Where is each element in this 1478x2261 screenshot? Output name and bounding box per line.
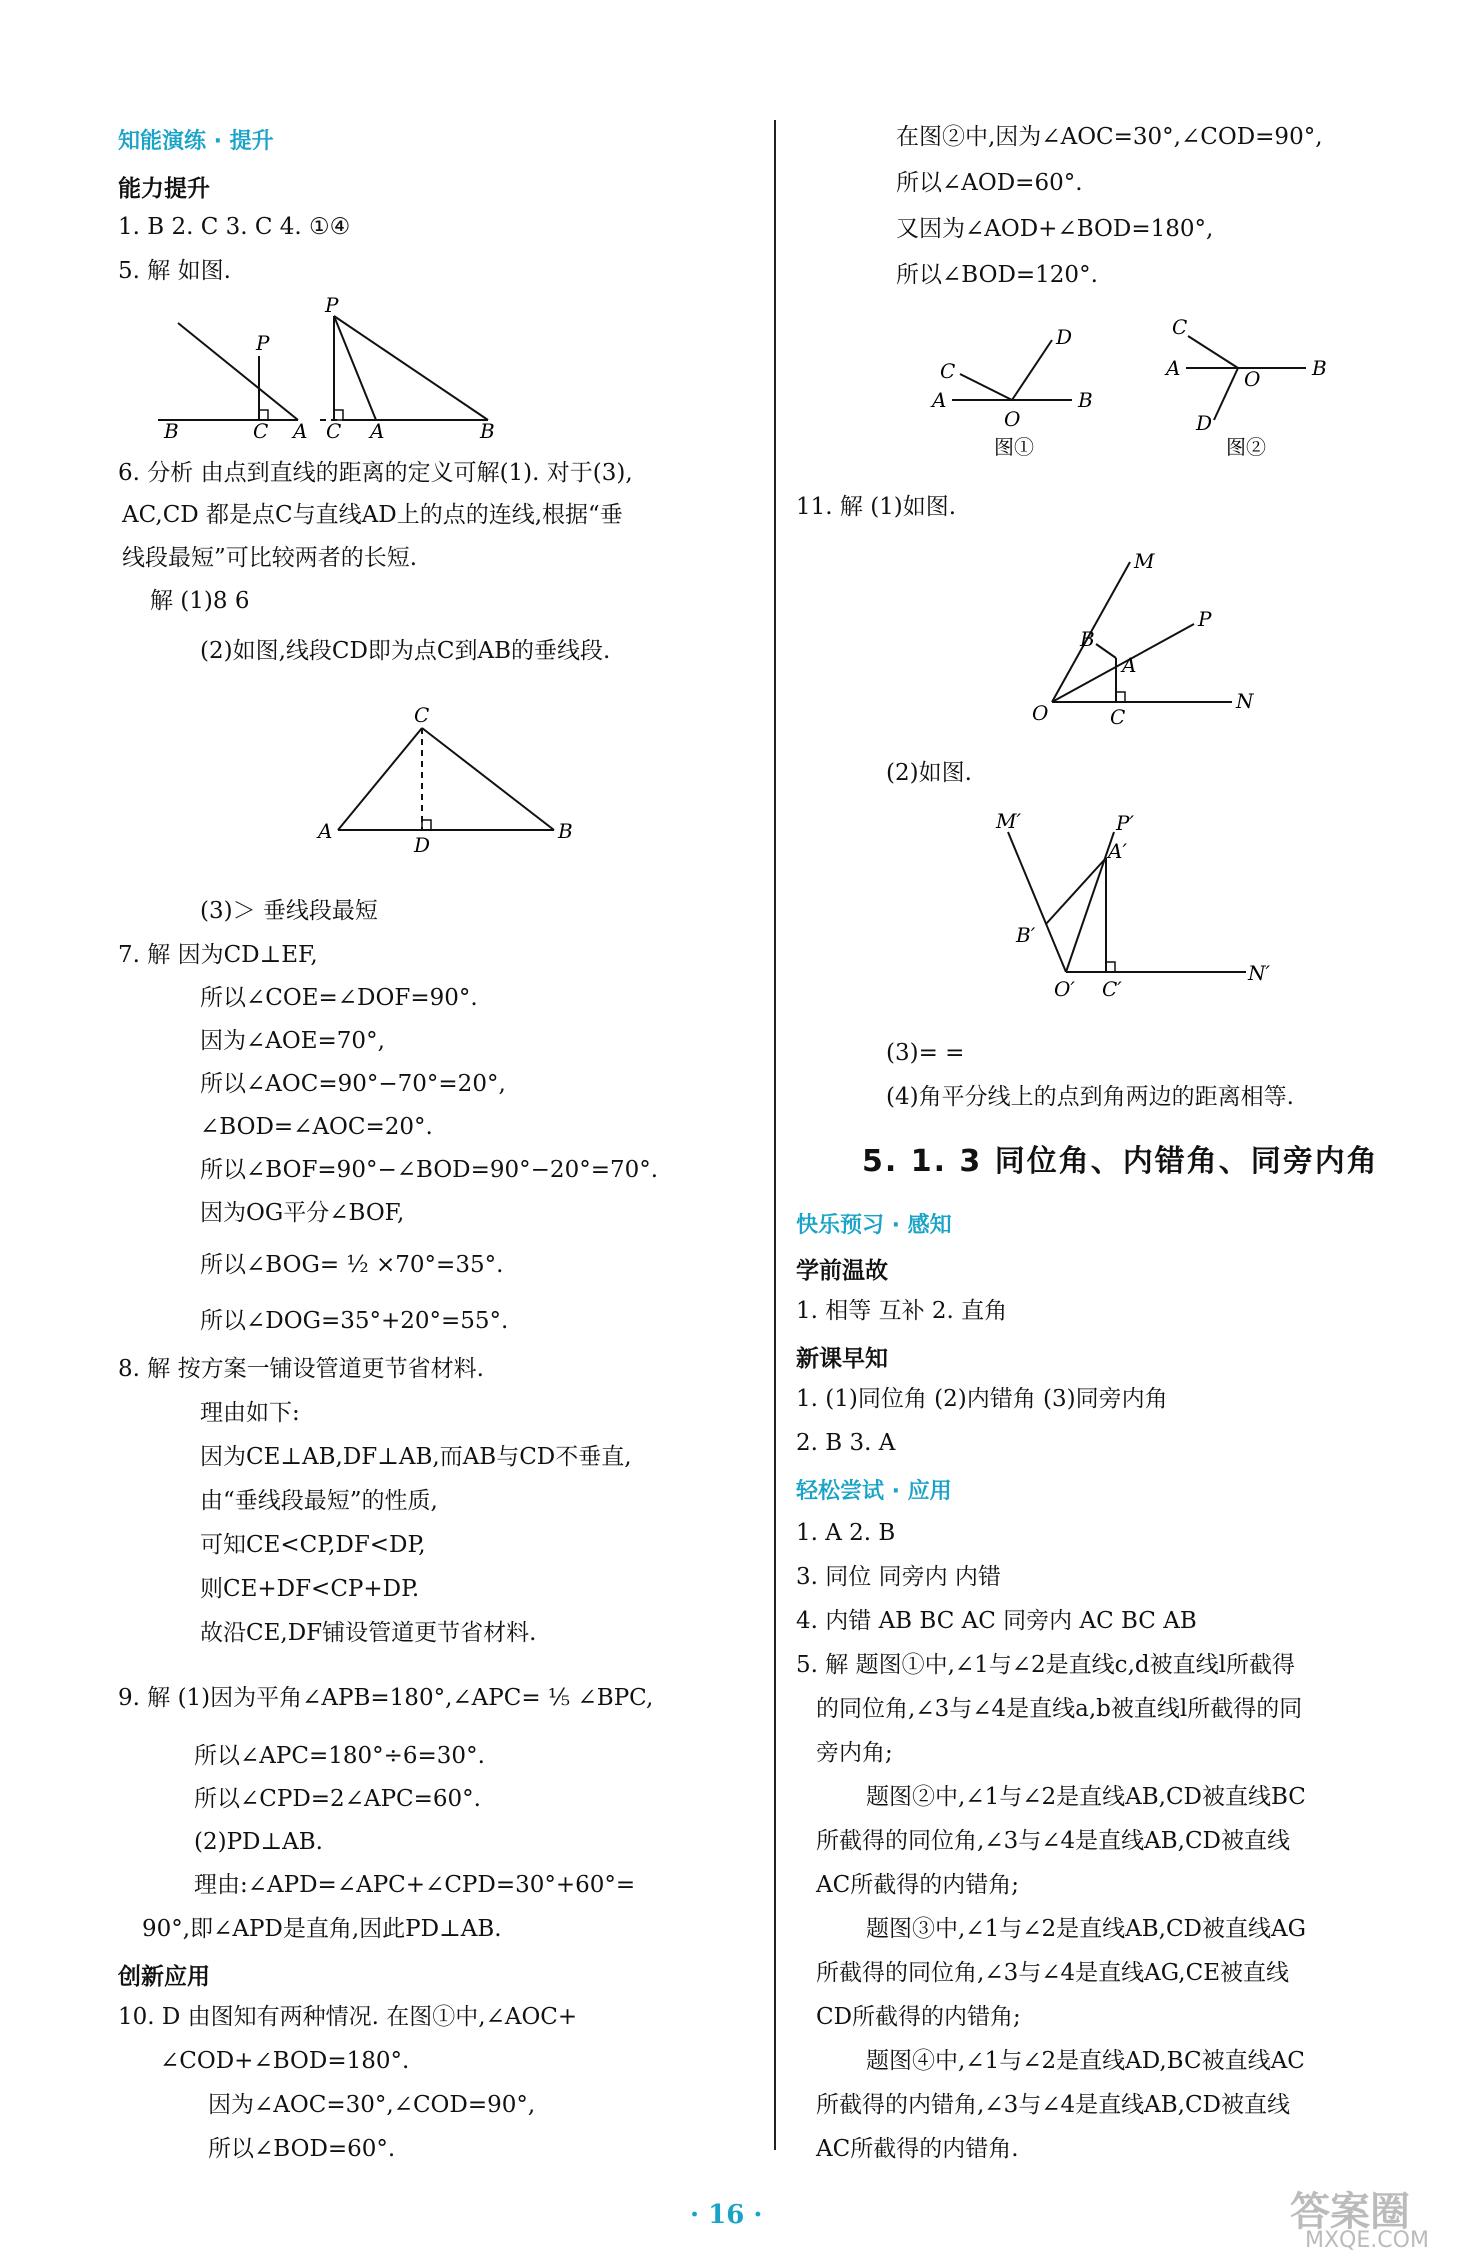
label-N: N <box>1236 689 1254 713</box>
section-heading: 知能演练 · 提升 <box>118 129 274 154</box>
answer-line: 所截得的内错角,∠3与∠4是直线AB,CD被直线 <box>816 2092 1290 2118</box>
answer-line: 所以∠CPD=2∠APC=60°. <box>194 1786 481 1812</box>
answer-line: 8. 解 按方案一铺设管道更节省材料. <box>118 1356 484 1382</box>
answer-line: 5. 解 题图①中,∠1与∠2是直线c,d被直线l所截得 <box>796 1652 1295 1678</box>
answer-line: 又因为∠AOD+∠BOD=180°, <box>896 216 1214 242</box>
answer-line: 则CE+DF<CP+DP. <box>200 1576 420 1602</box>
answer-line: AC,CD 都是点C与直线AD上的点的连线,根据“垂 <box>122 502 623 528</box>
answer-line: 理由如下: <box>200 1400 300 1426</box>
label-B: B <box>1078 388 1093 412</box>
label-C-prime: C′ <box>1102 977 1122 1001</box>
answer-line: 4. 内错 AB BC AC 同旁内 AC BC AB <box>796 1608 1197 1634</box>
label-P: P <box>256 331 270 355</box>
label-D: D <box>1056 325 1073 349</box>
sub-heading: 学前温故 <box>796 1258 888 1284</box>
answer-line: 9. 解 (1)因为平角∠APB=180°,∠APC= ⅕ ∠BPC, <box>118 1685 654 1711</box>
label-M: M <box>1134 549 1155 573</box>
answer-line: 题图④中,∠1与∠2是直线AD,BC被直线AC <box>866 2048 1305 2074</box>
label-B: B <box>1080 627 1095 651</box>
label-B: B <box>558 819 573 843</box>
label-C: C <box>326 419 342 443</box>
column-divider <box>774 120 776 2150</box>
label-O-prime: O′ <box>1054 977 1075 1001</box>
answer-line: 所以∠BOF=90°−∠BOD=90°−20°=70°. <box>200 1157 659 1183</box>
answer-line: 3. 同位 同旁内 内错 <box>796 1564 1001 1590</box>
label-C: C <box>414 703 430 727</box>
label-O: O <box>1032 701 1049 725</box>
answer-line: (2)如图,线段CD即为点C到AB的垂线段. <box>200 638 611 664</box>
answer-line: (2)如图. <box>886 760 972 786</box>
answer-line: 所以∠APC=180°÷6=30°. <box>194 1743 485 1769</box>
figure-q11-2 <box>996 809 1296 1001</box>
answer-line: 11. 解 (1)如图. <box>796 494 957 520</box>
answer-line: 题图②中,∠1与∠2是直线AB,CD被直线BC <box>866 1784 1306 1810</box>
figure-q5 <box>158 293 578 443</box>
answer-line: ∠COD+∠BOD=180°. <box>160 2048 410 2074</box>
answer-line: (3)= = <box>886 1040 965 1066</box>
answer-line: 旁内角; <box>816 1740 893 1766</box>
watermark-logo: 答案圈 <box>1290 2189 1410 2235</box>
answer-line: 题图③中,∠1与∠2是直线AB,CD被直线AG <box>866 1916 1306 1942</box>
figure-caption: 图② <box>1226 435 1266 459</box>
label-A: A <box>1166 356 1181 380</box>
label-P-prime: P′ <box>1116 811 1134 835</box>
answer-line: 所以∠BOD=120°. <box>896 262 1098 288</box>
label-C: C <box>1110 705 1126 729</box>
figure-q11-1 <box>1022 548 1262 728</box>
answer-line: AC所截得的内错角; <box>816 1872 1019 1898</box>
label-B: B <box>164 419 179 443</box>
sub-heading: 能力提升 <box>118 176 210 202</box>
label-D: D <box>1196 411 1213 435</box>
answer-line: 因为∠AOC=30°,∠COD=90°, <box>208 2092 536 2118</box>
answer-line: 所以∠AOC=90°−70°=20°, <box>200 1071 506 1097</box>
answer-line: 解 (1)8 6 <box>150 588 250 614</box>
answer-line: 因为∠AOE=70°, <box>200 1028 385 1054</box>
lesson-title: 5. 1. 3 同位角、内错角、同旁内角 <box>862 1144 1379 1179</box>
label-N-prime: N′ <box>1248 961 1271 985</box>
label-B-prime: B′ <box>1016 923 1036 947</box>
watermark-url: MXQE.COM <box>1305 2228 1429 2253</box>
answer-line: 所以∠BOD=60°. <box>208 2136 396 2162</box>
label-A: A <box>1122 653 1137 677</box>
figure-q10-2 <box>1166 315 1346 459</box>
page-number: · 16 · <box>690 2200 763 2230</box>
answer-line: 所截得的同位角,∠3与∠4是直线AG,CE被直线 <box>816 1960 1289 1986</box>
section-heading: 轻松尝试 · 应用 <box>796 1479 952 1504</box>
label-C: C <box>253 419 269 443</box>
label-C: C <box>940 359 956 383</box>
answer-line: 在图②中,因为∠AOC=30°,∠COD=90°, <box>896 124 1323 150</box>
answer-line: 1. A 2. B <box>796 1520 896 1546</box>
sub-heading: 新课早知 <box>796 1346 888 1372</box>
label-A: A <box>293 419 308 443</box>
answer-line: 所以∠COE=∠DOF=90°. <box>200 985 478 1011</box>
answer-line: AC所截得的内错角. <box>816 2136 1019 2162</box>
answer-line: (2)PD⊥AB. <box>194 1829 323 1855</box>
answer-line: 的同位角,∠3与∠4是直线a,b被直线l所截得的同 <box>816 1696 1303 1722</box>
label-O: O <box>1004 407 1021 431</box>
label-B: B <box>1312 356 1327 380</box>
label-M-prime: M′ <box>996 809 1022 833</box>
label-A: A <box>318 819 333 843</box>
answer-line: 所以∠BOG= ½ ×70°=35°. <box>200 1252 504 1278</box>
answer-line: 所以∠DOG=35°+20°=55°. <box>200 1308 509 1334</box>
answer-line: 7. 解 因为CD⊥EF, <box>118 942 318 968</box>
answer-line: 10. D 由图知有两种情况. 在图①中,∠AOC+ <box>118 2004 578 2030</box>
answer-line: 1. B 2. C 3. C 4. ①④ <box>118 214 351 240</box>
answer-line: 因为OG平分∠BOF, <box>200 1200 405 1226</box>
answer-line: (3)＞ 垂线段最短 <box>200 898 378 924</box>
answer-line: 1. 相等 互补 2. 直角 <box>796 1298 1008 1324</box>
label-P: P <box>325 293 339 317</box>
answer-line: 所以∠AOD=60°. <box>896 170 1083 196</box>
answer-line: (4)角平分线上的点到角两边的距离相等. <box>886 1084 1294 1110</box>
figure-q10-1 <box>932 325 1112 470</box>
answer-line: 因为CE⊥AB,DF⊥AB,而AB与CD不垂直, <box>200 1444 632 1470</box>
answer-line: 可知CE<CP,DF<DP, <box>200 1532 426 1558</box>
figure-caption: 图① <box>994 435 1034 459</box>
answer-line: 理由:∠APD=∠APC+∠CPD=30°+60°= <box>194 1872 636 1898</box>
answer-line: 5. 解 如图. <box>118 258 231 284</box>
answer-line: 故沿CE,DF铺设管道更节省材料. <box>200 1620 537 1646</box>
answer-line: 2. B 3. A <box>796 1430 896 1456</box>
label-B: B <box>480 419 495 443</box>
label-D: D <box>414 833 431 857</box>
answer-line: 90°,即∠APD是直角,因此PD⊥AB. <box>142 1916 502 1942</box>
label-O: O <box>1244 367 1261 391</box>
answer-line: 所截得的同位角,∠3与∠4是直线AB,CD被直线 <box>816 1828 1290 1854</box>
figure-q6 <box>318 703 618 857</box>
sub-heading: 创新应用 <box>118 1964 210 1990</box>
answer-line: CD所截得的内错角; <box>816 2004 1021 2030</box>
answer-line: ∠BOD=∠AOC=20°. <box>200 1114 433 1140</box>
label-A: A <box>370 419 385 443</box>
label-C: C <box>1172 315 1188 339</box>
section-heading: 快乐预习 · 感知 <box>796 1213 952 1238</box>
answer-line: 6. 分析 由点到直线的距离的定义可解(1). 对于(3), <box>118 460 633 486</box>
answer-line: 由“垂线段最短”的性质, <box>200 1488 438 1514</box>
label-A: A <box>932 388 947 412</box>
answer-line: 1. (1)同位角 (2)内错角 (3)同旁内角 <box>796 1386 1168 1412</box>
label-A-prime: A′ <box>1108 839 1127 863</box>
answer-line: 线段最短”可比较两者的长短. <box>122 545 418 571</box>
label-P: P <box>1198 607 1212 631</box>
